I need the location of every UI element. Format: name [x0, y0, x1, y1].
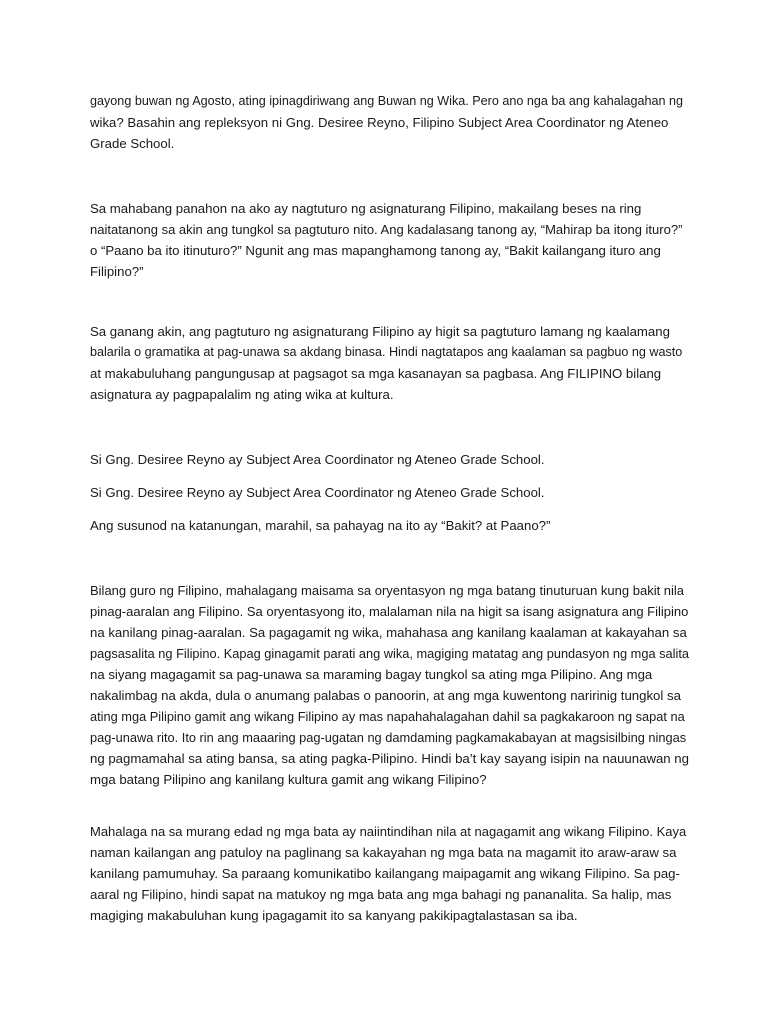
text-line: balarila o gramatika at pag-unawa sa akdang binasa. Hindi nagtatapos ang kaalaman sa pagbuo ng wasto [90, 345, 683, 359]
closing-paragraph [90, 821, 690, 926]
text-line: na siyang magagamit sa pag-unawa sa maraming bagay tungkol sa ating mga Pilipino. Ang mga [90, 667, 653, 682]
text-line: magiging makabuluhan kung ipagagamit ito sa kanyang pakikipagtalastasan sa iba. [90, 908, 578, 923]
text-line: Bilang guro ng Filipino, mahalagang maisama sa oryentasyon ng mga batang tinuturuan kung bakit nila [90, 583, 685, 598]
text-line: naitatanong sa akin ang tungkol sa pagtuturo nito. Ang kadalasang tanong ay, “Mahirap ba itong ituro?” [90, 222, 683, 237]
text-line: Ang susunod na katanungan, marahil, sa pahayag na ito ay “Bakit? at Paano?” [90, 518, 551, 533]
text-line: gayong buwan ng Agosto, ating ipinagdiriwang ang Buwan ng Wika. Pero ano nga ba ang kahalagahan ng [90, 94, 684, 108]
next-question-paragraph [90, 515, 690, 536]
text-line: kanilang pamumuhay. Sa paraang komunikatibo kailangang maipagamit ang wikang Filipino. Sa pag- [90, 866, 680, 881]
text-line: pag-unawa rito. Ito rin ang maaaring pag-ugatan ng damdaming pagkamakabayan at magsisilbing ningas [90, 730, 687, 745]
text-line: Grade School. [90, 136, 175, 151]
questions-paragraph [90, 198, 690, 282]
text-line: Si Gng. Desiree Reyno ay Subject Area Coordinator ng Ateneo Grade School. [90, 452, 545, 467]
text-line: na kanilang pinag-aaralan. Sa pagagamit ng wika, mahahasa ang kanilang kaalaman at kakayahan sa [90, 625, 687, 640]
author-caption [90, 449, 690, 470]
teaching-paragraph [90, 321, 690, 405]
author-caption-repeat [90, 482, 690, 503]
text-line: at makabuluhang pangungusap at pagsagot sa mga kasanayan sa pagbasa. Ang FILIPINO bilang [90, 366, 662, 381]
text-line: Si Gng. Desiree Reyno ay Subject Area Coordinator ng Ateneo Grade School. [90, 485, 545, 500]
intro-paragraph [90, 91, 690, 154]
text-line: aaral ng Filipino, hindi sapat na matukoy ng mga bata ang mga bahagi ng pananalita. Sa halip, mas [90, 887, 672, 902]
orientation-paragraph [90, 580, 690, 790]
text-line: pagsasalita ng Filipino. Kapag ginagamit parati ang wika, magiging matatag ang pundasyon ng mga salita [90, 646, 689, 661]
text-line: o “Paano ba ito itinuturo?” Ngunit ang mas mapanghamong tanong ay, “Bakit kailangang ituro ang [90, 243, 661, 258]
text-line: Filipino?” [90, 264, 144, 279]
text-line: nakalimbag na akda, dula o anumang palabas o panoorin, at ang mga kuwentong naririnig tungkol sa [90, 688, 681, 703]
text-line: asignatura ay pagpapalalim ng ating wika at kultura. [90, 387, 394, 402]
text-line: ng pagmamahal sa ating bansa, sa ating pagka-Pilipino. Hindi ba’t kay sayang isipin na nauunawan ng [90, 751, 689, 766]
text-line: naman kailangan ang patuloy na paglinang sa kakayahan ng mga bata na magamit ito araw-araw sa [90, 845, 677, 860]
text-line: ating mga Pilipino gamit ang wikang Filipino ay mas napahahalagahan dahil sa pagkakaroon ng sapat na [90, 709, 685, 724]
text-line: wika? Basahin ang repleksyon ni Gng. Desiree Reyno, Filipino Subject Area Coordinator ng Ateneo [90, 115, 669, 130]
text-line: pinag-aaralan ang Filipino. Sa oryentasyong ito, malalaman nila na higit sa isang asignatura ang Filipino [90, 604, 689, 619]
text-line: Mahalaga na sa murang edad ng mga bata ay naiintindihan nila at nagagamit ang wikang Filipino. Kaya [90, 824, 687, 839]
text-line: mga batang Pilipino ang kanilang kultura gamit ang wikang Filipino? [90, 772, 487, 787]
text-line: Sa ganang akin, ang pagtuturo ng asignaturang Filipino ay higit sa pagtuturo lamang ng kaalamang [90, 324, 670, 339]
text-line: Sa mahabang panahon na ako ay nagtuturo ng asignaturang Filipino, makailang beses na ring [90, 201, 642, 216]
